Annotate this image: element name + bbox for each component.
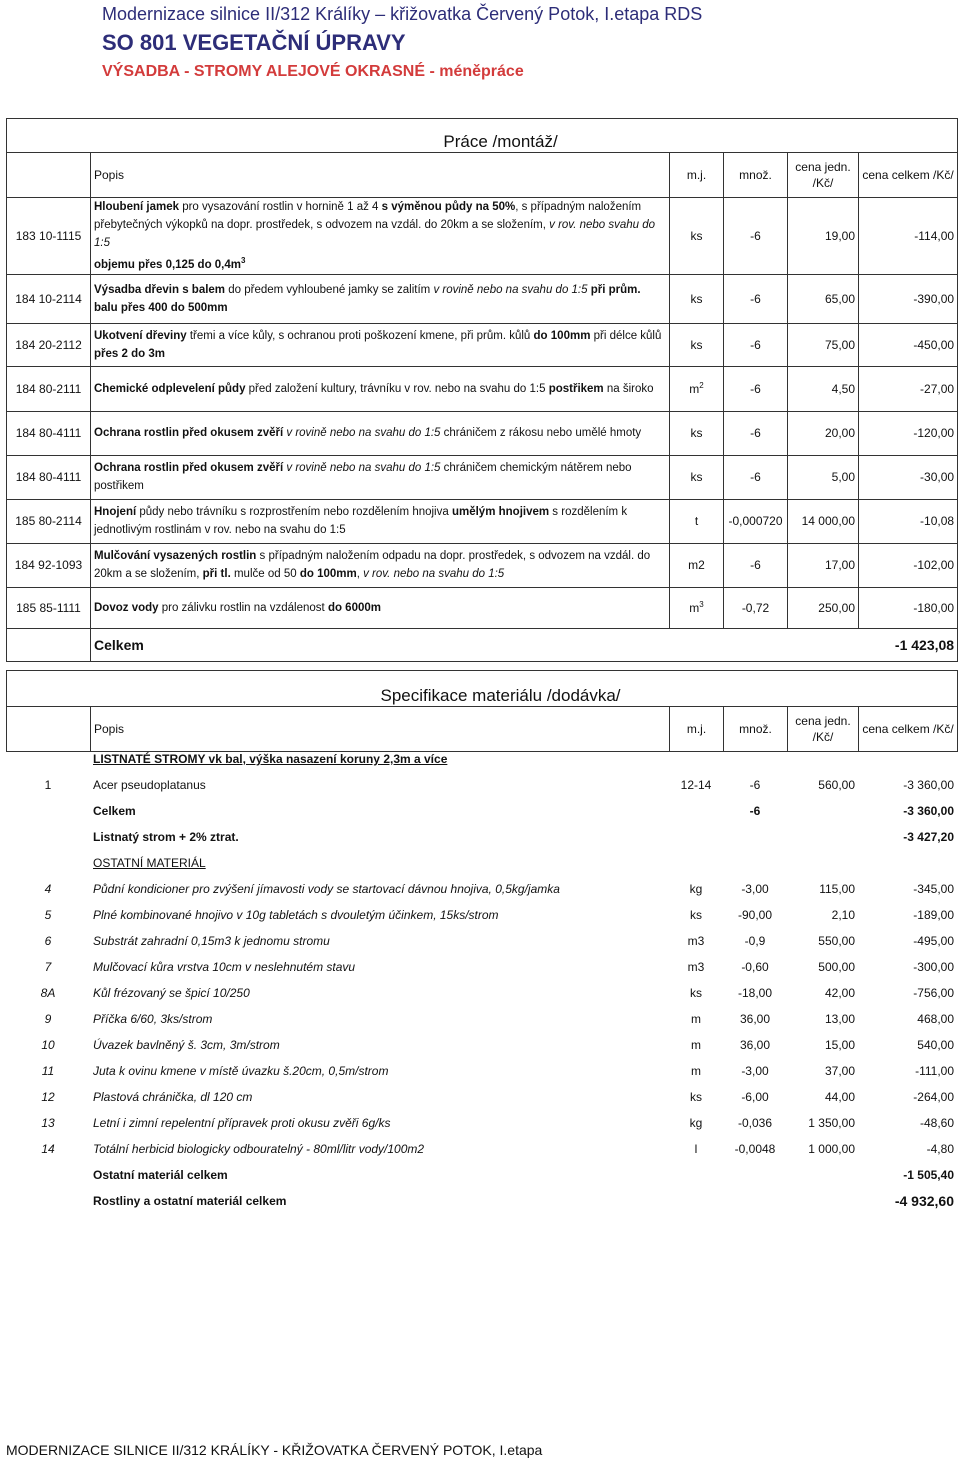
cell-mj: m3 <box>687 960 705 974</box>
cell-qty: -90,00 <box>737 908 773 922</box>
cell-mj: ks <box>690 908 702 922</box>
cell-qty: -0,60 <box>741 960 769 974</box>
cell-no: 12 <box>41 1090 55 1104</box>
col-cena-celkem: cena celkem /Kč/ <box>859 153 958 198</box>
material-rows <box>6 746 957 876</box>
cell-no: 11 <box>41 1064 55 1078</box>
list-item <box>6 980 957 1006</box>
cell-desc: Příčka 6/60, 3ks/strom <box>93 1012 213 1026</box>
list-item <box>6 902 957 928</box>
cell-qty: 36,00 <box>739 1012 771 1026</box>
cell-mj: m <box>691 1038 701 1052</box>
cell-unit: 1 000,00 <box>808 1142 855 1156</box>
cell-no: 14 <box>41 1142 55 1156</box>
cell-qty: -0,9 <box>744 934 766 948</box>
list-item <box>6 1110 957 1136</box>
list-item: 1 Acer pseudoplatanus 12-14 -6 560,00 -3 360,00 <box>44 778 954 792</box>
table-row: 185 85-1111 Dovoz vody pro zálivku rostlin na vzdálenost do 6000m $m^3$ -0,72 250,00 -180,00 <box>7 587 958 628</box>
cell-total: 540,00 <box>917 1038 954 1052</box>
cell-total: -48,60 <box>919 1116 954 1130</box>
cell-mj: ks <box>690 1090 702 1104</box>
cell-mj: kg <box>689 882 703 896</box>
cell-qty: -18,00 <box>737 986 773 1000</box>
table-row: 185 80-2114 Hnojení půdy nebo trávníku s rozprostřením nebo rozdělením hnojiva umělým hnojivem s rozdělením k jednotlivým rostlinám v rov. nebo na svahu do 1:5 t -0,000720 14 000,00 -10,08 <box>7 499 958 543</box>
section-title: SO 801 VEGETAČNÍ ÚPRAVY <box>102 30 406 55</box>
project-title: Modernizace silnice II/312 Králíky – křižovatka Červený Potok, I.etapa RDS <box>102 4 703 24</box>
cell-unit: 1 350,00 <box>808 1116 855 1130</box>
cell-no: 9 <box>44 1012 52 1026</box>
cell-desc: Letní i zimní repelentní přípravek proti okusu zvěři 6g/ks <box>93 1116 391 1130</box>
subtotal-row: Celkem -6 -3 360,00 <box>93 804 954 818</box>
cell-total: -189,00 <box>913 908 954 922</box>
cell-desc: Plné kombinované hnojivo v 10g tabletách s dvouletým účinkem, 15ks/strom <box>93 908 499 922</box>
subsection-title: VÝSADBA - STROMY ALEJOVÉ OKRASNÉ - méněpráce <box>102 63 524 80</box>
cell-desc: Kůl frézovaný se špicí 10/250 <box>93 986 250 1000</box>
cell-total: -345,00 <box>913 882 954 896</box>
cell-total: -264,00 <box>913 1090 954 1104</box>
table-row: 184 80-4111 Ochrana rostlin před okusem zvěří v rovině nebo na svahu do 1:5 chráničem z rákosu nebo umělé hmoty ks -6 20,00 -120,00 <box>7 411 958 455</box>
cell-unit: 44,00 <box>824 1090 855 1104</box>
cell-desc: Úvazek bavlněný š. 3cm, 3m/strom <box>93 1038 280 1052</box>
cell-mj: m <box>691 1064 701 1078</box>
cell-unit: 15,00 <box>824 1038 855 1052</box>
cell-mj: ks <box>690 986 702 1000</box>
cell-desc: Plastová chránička, dl 120 cm <box>93 1090 253 1104</box>
cell-no: 10 <box>41 1038 55 1052</box>
cell-unit: 13,00 <box>824 1012 855 1026</box>
cell-desc: Totální herbicid biologicky odbouratelný - 80ml/litr vody/100m2 <box>93 1142 425 1156</box>
cell-qty: -6,00 <box>741 1090 769 1104</box>
table-row: 184 80-4111 Ochrana rostlin před okusem zvěří v rovině nebo na svahu do 1:5 chráničem chemickým nátěrem nebo postřikem ks -6 5,00 -30,00 <box>7 455 958 499</box>
cell-mj: m3 <box>687 934 705 948</box>
group-header: LISTNATÉ STROMY vk bal, výška nasazení koruny 2,3m a více <box>93 752 448 766</box>
cell-unit: 37,00 <box>824 1064 855 1078</box>
cell-total: 468,00 <box>917 1012 954 1026</box>
cell-desc: Juta k ovinu kmene v místě úvazku š.20cm, 0,5m/strom <box>93 1064 389 1078</box>
table-row: 184 10-2114 Výsadba dřevin s balem do předem vyhloubené jamky se zalitím v rovině nebo na svahu do 1:5 při prům. balu přes 400 do 500mm ks -6 65,00 -390,00 <box>7 274 958 323</box>
page-footer: MODERNIZACE SILNICE II/312 KRÁLÍKY - KŘIŽOVATKA ČERVENÝ POTOK, I.etapa <box>6 1442 543 1458</box>
cell-qty: -3,00 <box>741 1064 769 1078</box>
material-title: Specifikace materiálu /dodávka/ <box>7 671 958 707</box>
cell-qty: -3,00 <box>741 882 769 896</box>
cell-unit: 550,00 <box>818 934 855 948</box>
cell-mj: m <box>691 1012 701 1026</box>
cell-no: 8A <box>40 986 56 1000</box>
material-table <box>6 670 958 752</box>
list-item <box>6 1006 957 1032</box>
prace-column-header <box>7 153 958 198</box>
cell-desc: Substrát zahradní 0,15m3 k jednomu stromu <box>93 934 330 948</box>
cell-unit: 42,00 <box>824 986 855 1000</box>
table-row: 184 92-1093 Mulčování vysazených rostlin s případným naložením odpadu na dopr. prostředek, s odvozem na vzdál. do 20km a se složením, při tl. mulče od 50 do 100mm, v rov. nebo na svahu do 1:5 m2 -6 17,00 -102,00 <box>7 543 958 587</box>
col-mnoz: množ. <box>724 153 788 198</box>
cell-no: 6 <box>44 934 52 948</box>
prace-table <box>6 118 958 662</box>
subtotal-row: Ostatní materiál celkem -1 505,40 <box>93 1168 954 1182</box>
list-item <box>6 954 957 980</box>
cell-unit: 115,00 <box>819 882 855 896</box>
cell-mj: kg <box>689 1116 703 1130</box>
col-cena-jedn: cena jedn. /Kč/ <box>788 153 859 198</box>
grand-total-row: Rostliny a ostatní materiál celkem -4 932,60 <box>93 1193 954 1209</box>
prace-total-row: Celkem -1 423,08 <box>7 628 958 661</box>
table-row: 184 80-2111 Chemické odplevelení půdy před založení kultury, trávníku v rov. nebo na svahu do 1:5 postřikem na široko $m^2$ -6 4,50 -27,00 <box>7 366 958 411</box>
cell-no: 4 <box>44 882 52 896</box>
list-item <box>6 928 957 954</box>
col-mj: m.j. <box>670 153 724 198</box>
list-item <box>6 1136 957 1162</box>
list-item <box>6 1058 957 1084</box>
cell-desc: Mulčovací kůra vrstva 10cm v neslehnutém stavu <box>93 960 356 974</box>
list-item <box>6 1032 957 1058</box>
list-item <box>6 1084 957 1110</box>
row-desc: Hloubení jamek pro vysazování rostlin v hornině 1 až 4 s výměnou půdy na 50%, s případným naložením přebytečných výkopků na dopr. prostředek, s odvozem na vzdál. do 20km a se složením, v rov. nebo svahu do 1:5 objemu přes 0,125 do $0,4m^3$ <box>91 198 670 275</box>
cell-qty: 36,00 <box>739 1038 771 1052</box>
cell-qty: -0,0048 <box>734 1142 776 1156</box>
subtotal-row: Listnatý strom + 2% ztrat. -3 427,20 <box>93 830 954 844</box>
cell-total: -495,00 <box>913 934 954 948</box>
cell-unit: 2,10 <box>831 908 855 922</box>
material-column-header: Popis m.j. množ. cena jedn. /Kč/ cena celkem /Kč/ <box>7 707 958 752</box>
cell-no: 13 <box>41 1116 55 1130</box>
cell-qty: -0,036 <box>737 1116 773 1130</box>
cell-no: 7 <box>44 960 52 974</box>
cell-desc: Půdní kondicioner pro zvýšení jímavosti vody se startovací dávnou hnojiva, 0,5kg/jamka <box>93 882 560 896</box>
table-row: 183 10-1115 Hloubení jamek pro vysazování rostlin v hornině 1 až 4 s výměnou půdy na 50%, s případným naložením přebytečných výkopků na dopr. prostředek, s odvozem na vzdál. do 20km a se složením, v rov. nebo svahu do 1:5 objemu přes 0,125 do $0,4m^3$ ks -6 19,00 -114,00 <box>7 198 958 275</box>
cell-mj: l <box>694 1142 698 1156</box>
cell-total: -4,80 <box>926 1142 954 1156</box>
col-popis: Popis <box>91 153 670 198</box>
group-header: OSTATNÍ MATERIÁL <box>93 856 206 870</box>
cell-total: -300,00 <box>913 960 954 974</box>
table-row: 184 20-2112 Ukotvení dřeviny třemi a více kůly, s ochranou proti poškození kmene, při prům. kůlů do 100mm při délce kůlů přes 2 do 3m ks -6 75,00 -450,00 <box>7 323 958 366</box>
cell-total: -111,00 <box>915 1064 954 1078</box>
cell-unit: 500,00 <box>818 960 855 974</box>
list-item <box>6 876 957 902</box>
cell-total: -756,00 <box>913 986 954 1000</box>
cell-no: 5 <box>44 908 52 922</box>
prace-title: Práce /montáž/ <box>7 119 958 153</box>
material-other-rows <box>6 876 957 1214</box>
